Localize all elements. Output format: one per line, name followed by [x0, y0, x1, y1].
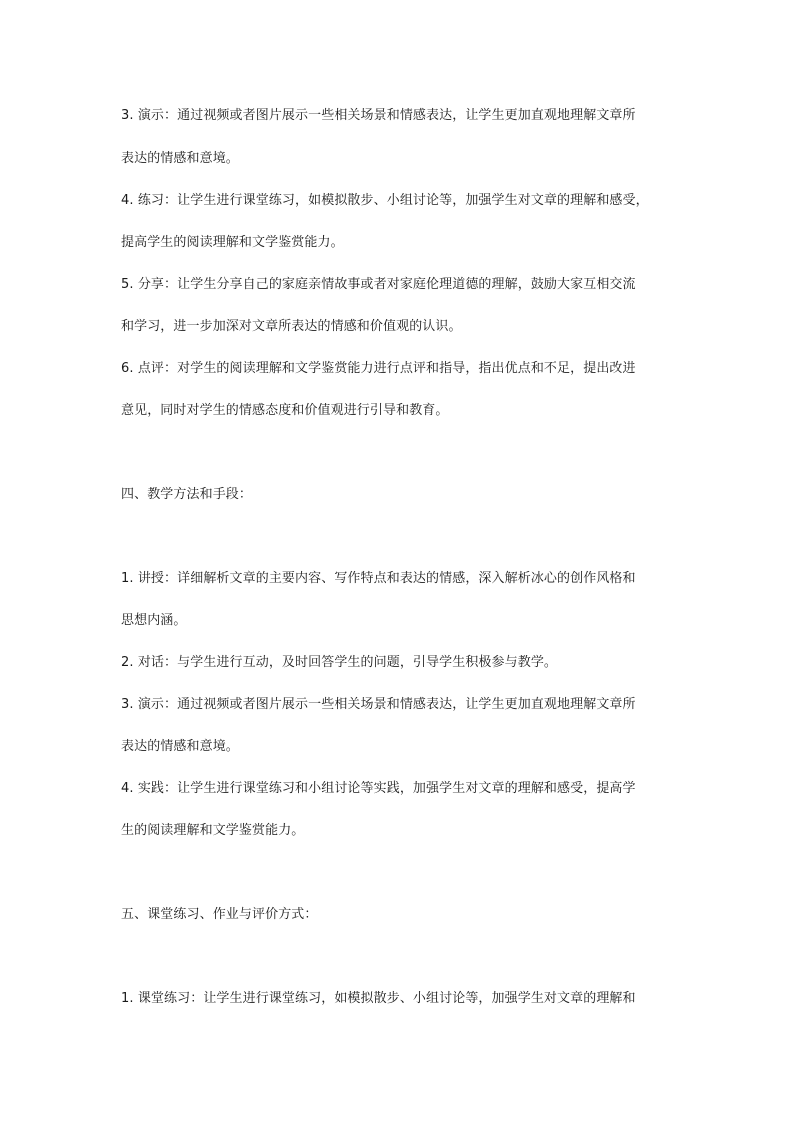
text-line: 4. 实践：让学生进行课堂练习和小组讨论等实践，加强学生对文章的理解和感受，提高学: [121, 781, 636, 796]
text-line: 意见，同时对学生的情感态度和价值观进行引导和教育。: [121, 403, 449, 418]
text-line: 表达的情感和意境。: [121, 151, 239, 166]
section-heading: 五、课堂练习、作业与评价方式：: [121, 907, 318, 922]
text-line: 生的阅读理解和文学鉴赏能力。: [121, 823, 305, 838]
text-line: 提高学生的阅读理解和文学鉴赏能力。: [121, 235, 344, 250]
text-line: 1. 讲授：详细解析文章的主要内容、写作特点和表达的情感，深入解析冰心的创作风格和: [121, 571, 636, 586]
section-heading: 四、教学方法和手段：: [121, 487, 253, 502]
text-line: 1. 课堂练习：让学生进行课堂练习，如模拟散步、小组讨论等，加强学生对文章的理解和: [121, 991, 636, 1006]
text-line: 和学习，进一步加深对文章所表达的情感和价值观的认识。: [121, 319, 462, 334]
text-line: 3. 演示：通过视频或者图片展示一些相关场景和情感表达，让学生更加直观地理解文章所: [121, 697, 636, 712]
text-line: 2. 对话：与学生进行互动，及时回答学生的问题，引导学生积极参与教学。: [121, 655, 558, 670]
text-line: 6. 点评：对学生的阅读理解和文学鉴赏能力进行点评和指导，指出优点和不足，提出改进: [121, 361, 636, 376]
text-line: 表达的情感和意境。: [121, 739, 239, 754]
text-line: 3. 演示：通过视频或者图片展示一些相关场景和情感表达，让学生更加直观地理解文章所: [121, 108, 636, 123]
text-line: 思想内涵。: [121, 613, 187, 628]
text-line: 5. 分享：让学生分享自己的家庭亲情故事或者对家庭伦理道德的理解，鼓励大家互相交流: [121, 277, 636, 292]
text-line: 4. 练习：让学生进行课堂练习，如模拟散步、小组讨论等，加强学生对文章的理解和感受，: [121, 193, 649, 208]
